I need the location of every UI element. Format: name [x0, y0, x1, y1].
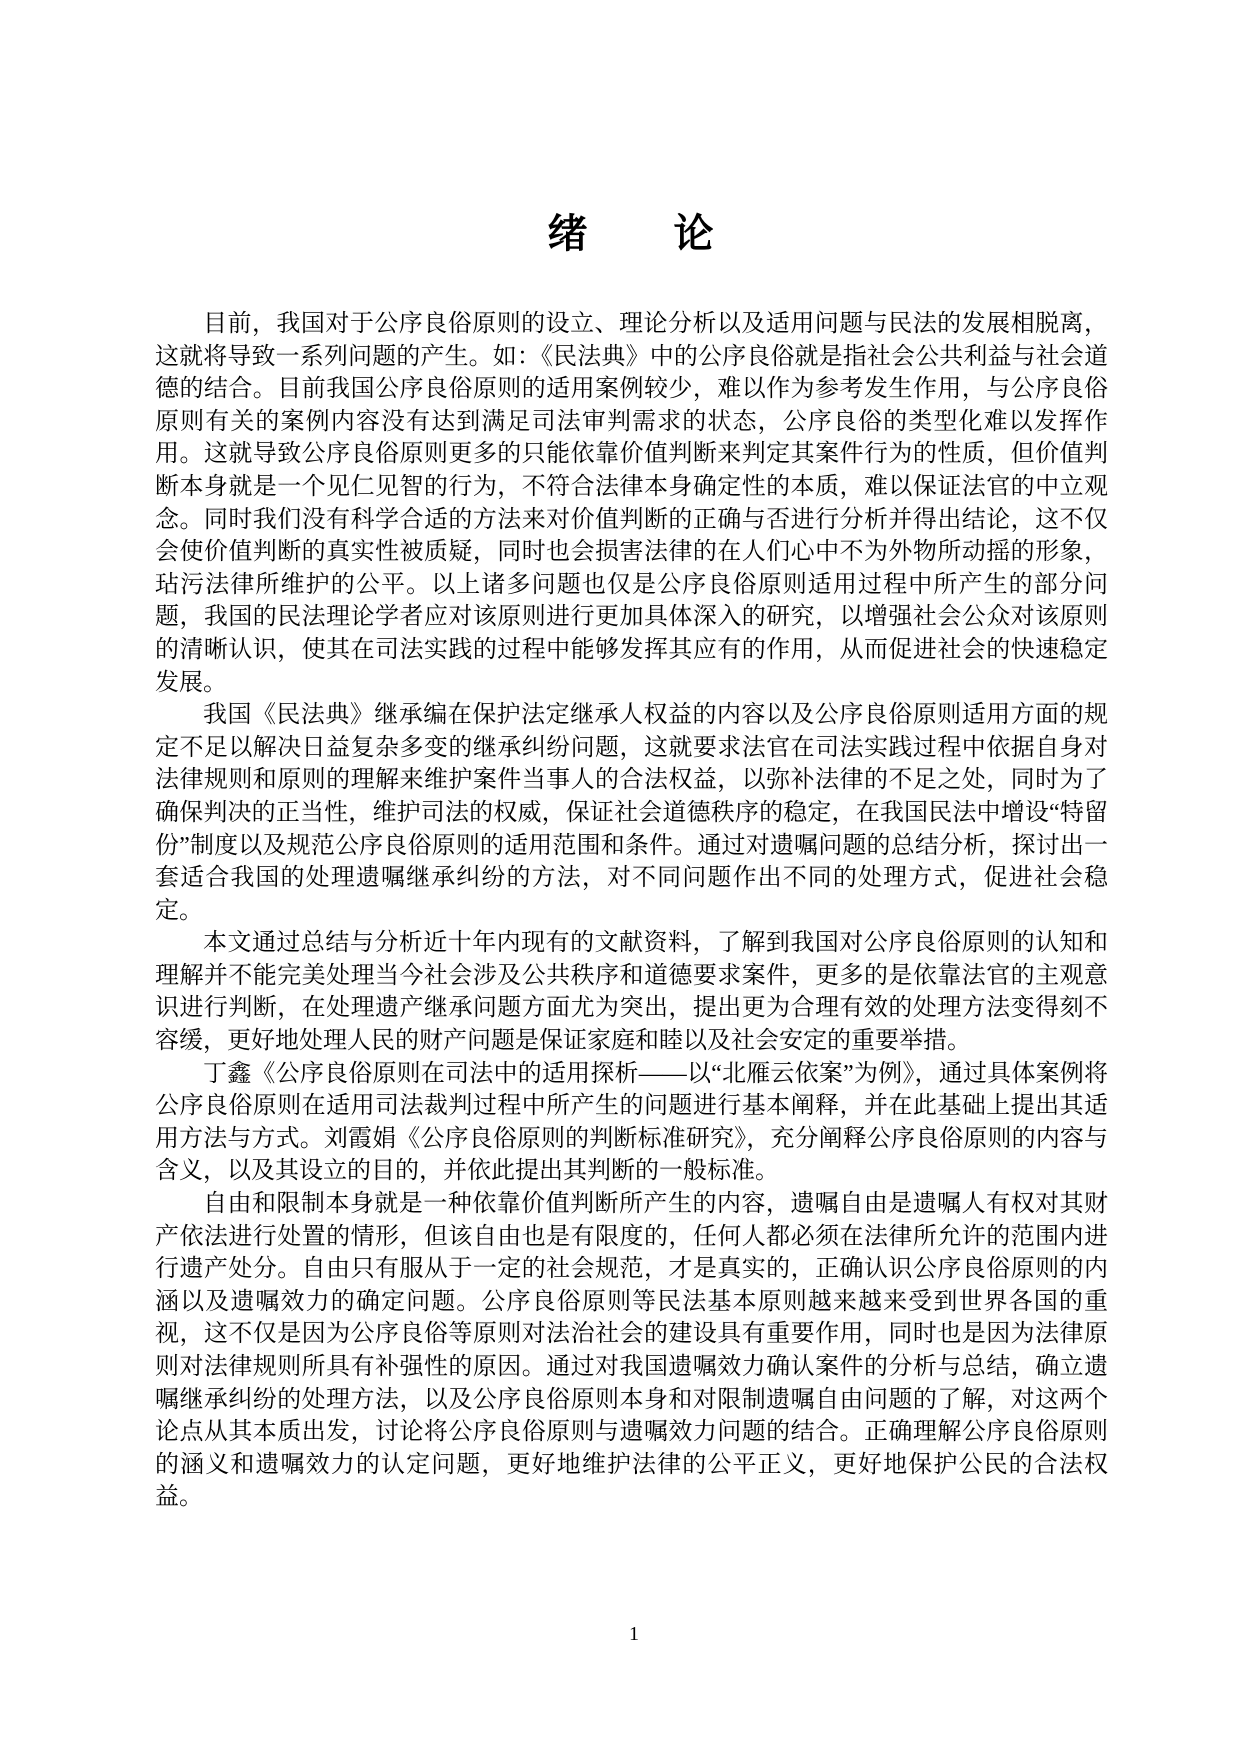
paragraph-cited-studies: 丁鑫《公序良俗原则在司法中的适用探析——以“北雁云依案”为例》，通过具体案例将公序良俗原则在适用司法裁判过程中所产生的问题进行基本阐释，并在此基础上提出其适用方法与方式。刘霞娟《公序良俗原则的判断标准研究》，充分阐释公序良俗原则的内容与含义，以及其设立的目的，并依此提出其判断的一般标准。	[155, 1060, 1108, 1185]
document-body	[155, 308, 1108, 1514]
page-number: 1	[629, 1623, 639, 1645]
page-title: 绪 论	[547, 212, 716, 256]
paragraph-literature-summary: 本文通过总结与分析近十年内现有的文献资料，了解到我国对公序良俗原则的认知和理解并不能完美处理当今社会涉及公共秩序和道德要求案件，更多的是依靠法官的主观意识进行判断，在处理遗产继承问题方面尤为突出，提出更为合理有效的处理方法变得刻不容缓，更好地处理人民的财产问题是保证家庭和睦以及社会安定的重要举措。	[155, 930, 1108, 1055]
paragraph-civil-code-inheritance: 我国《民法典》继承编在保护法定继承人权益的内容以及公序良俗原则适用方面的规定不足以解决日益复杂多变的继承纠纷问题，这就要求法官在司法实践过程中依据自身对法律规则和原则的理解来维护案件当事人的合法权益，以弥补法律的不足之处，同时为了确保判决的正当性，维护司法的权威，保证社会道德秩序的稳定，在我国民法中增设“特留份”制度以及规范公序良俗原则的适用范围和条件。通过对遗嘱问题的总结分析，探讨出一套适合我国的处理遗嘱继承纠纷的方法，对不同问题作出不同的处理方式，促进社会稳定。	[155, 702, 1108, 924]
paragraph-intro-problems: 目前，我国对于公序良俗原则的设立、理论分析以及适用问题与民法的发展相脱离，这就将导致一系列问题的产生。如：《民法典》中的公序良俗就是指社会公共利益与社会道德的结合。目前我国公序良俗原则的适用案例较少，难以作为参考发生作用，与公序良俗原则有关的案例内容没有达到满足司法审判需求的状态，公序良俗的类型化难以发挥作用。这就导致公序良俗原则更多的只能依靠价值判断来判定其案件行为的性质，但价值判断本身就是一个见仁见智的行为，不符合法律本身确定性的本质，难以保证法官的中立观念。同时我们没有科学合适的方法来对价值判断的正确与否进行分析并得出结论，这不仅会使价值判断的真实性被质疑，同时也会损害法律的在人们心中不为外物所动摇的形象，玷污法律所维护的公平。以上诸多问题也仅是公序良俗原则适用过程中所产生的部分问题，我国的民法理论学者应对该原则进行更加具体深入的研究，以增强社会公众对该原则的清晰认识，使其在司法实践的过程中能够发挥其应有的作用，从而促进社会的快速稳定发展。	[155, 311, 1108, 696]
paragraph-freedom-and-limits: 自由和限制本身就是一种依靠价值判断所产生的内容，遗嘱自由是遗嘱人有权对其财产依法进行处置的情形，但该自由也是有限度的，任何人都必须在法律所允许的范围内进行遗产处分。自由只有服从于一定的社会规范，才是真实的，正确认识公序良俗原则的内涵以及遗嘱效力的确定问题。公序良俗原则等民法基本原则越来越来受到世界各国的重视，这不仅是因为公序良俗等原则对法治社会的建设具有重要作用，同时也是因为法律原则对法律规则所具有补强性的原因。通过对我国遗嘱效力确认案件的分析与总结，确立遗嘱继承纠纷的处理方法，以及公序良俗原则本身和对限制遗嘱自由问题的了解，对这两个论点从其本质出发，讨论将公序良俗原则与遗嘱效力问题的结合。正确理解公序良俗原则的涵义和遗嘱效力的认定问题，更好地维护法律的公平正义，更好地保护公民的合法权益。	[155, 1191, 1108, 1511]
